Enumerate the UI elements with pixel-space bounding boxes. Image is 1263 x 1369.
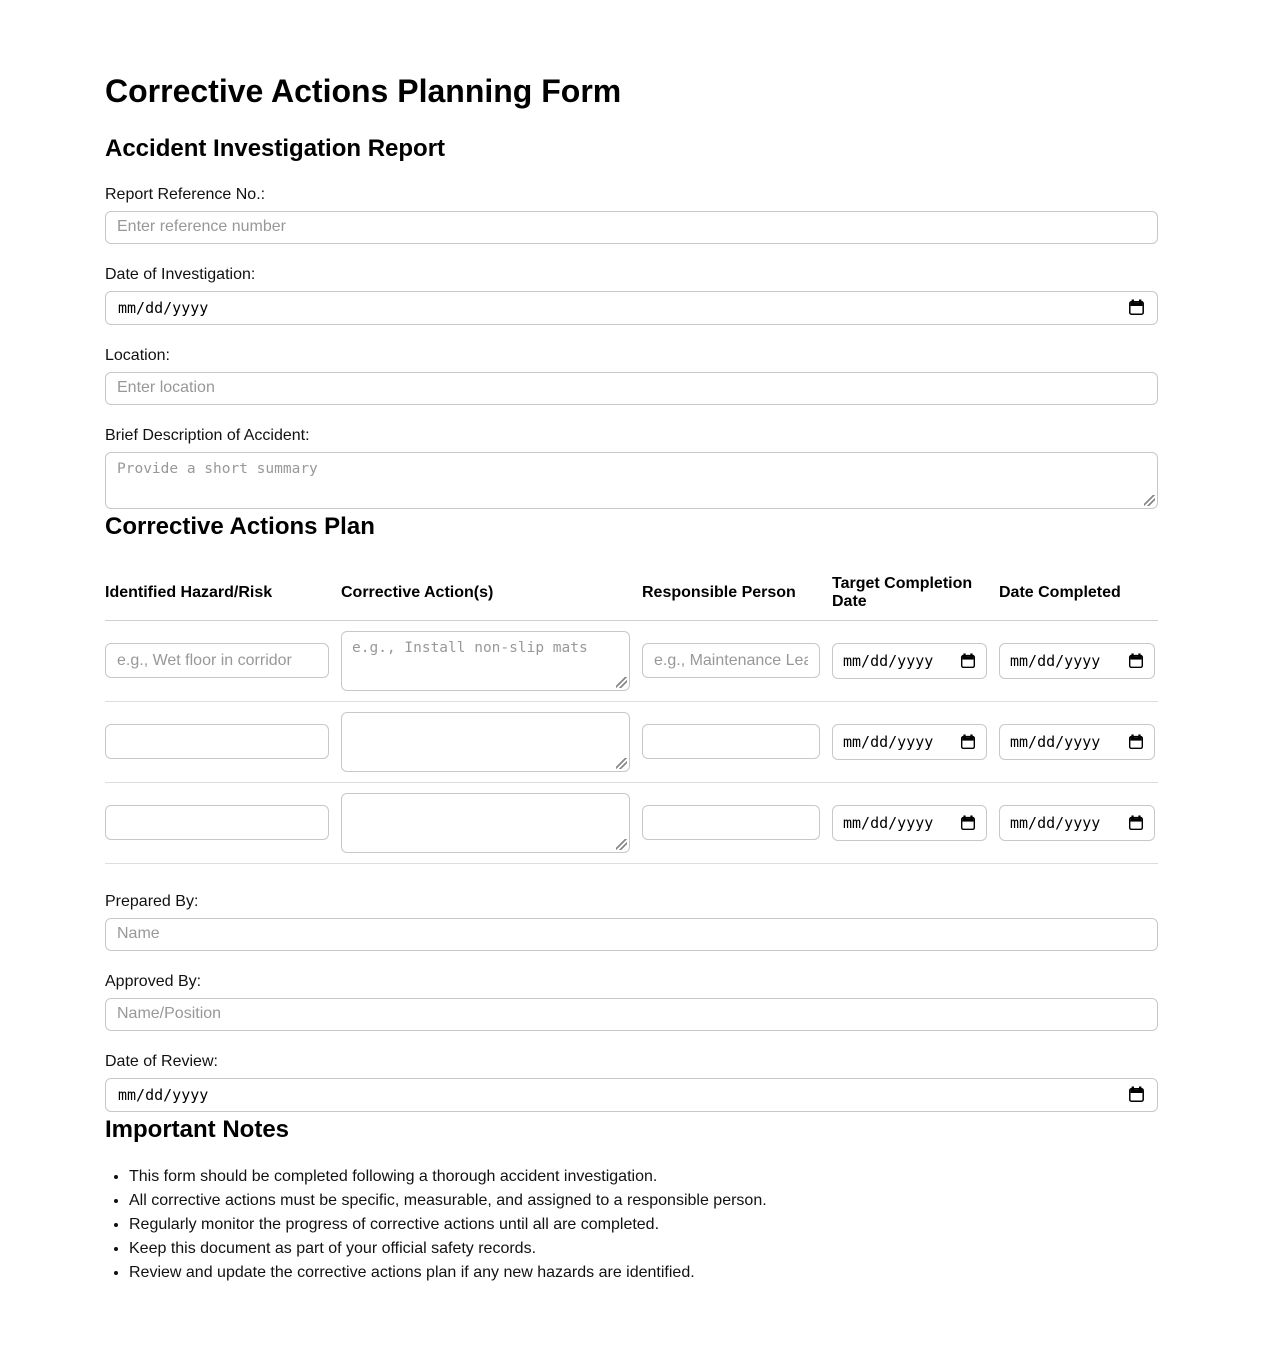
prepared-by-input[interactable]: [105, 918, 1158, 951]
plan-row-3: [105, 783, 1158, 864]
calendar-icon[interactable]: [1128, 653, 1144, 669]
calendar-icon[interactable]: [960, 653, 976, 669]
hazard-input-1[interactable]: [105, 643, 329, 678]
col-header-date-completed: Date Completed: [999, 583, 1121, 601]
calendar-icon[interactable]: [1128, 1086, 1145, 1103]
investigation-date-group: [105, 265, 1158, 325]
plan-heading: Corrective Actions Plan: [105, 512, 375, 540]
target-date-input-3[interactable]: [832, 805, 987, 841]
hazard-input-3[interactable]: [105, 805, 329, 840]
calendar-icon[interactable]: [960, 815, 976, 831]
investigation-heading: Accident Investigation Report: [105, 135, 446, 163]
investigation-date-input[interactable]: [105, 291, 1158, 325]
report-ref-label: Report Reference No.:: [105, 185, 266, 203]
date-placeholder-text: mm/dd/yyyy: [1010, 732, 1101, 751]
description-textarea[interactable]: [105, 452, 1158, 509]
col-header-action: Corrective Action(s): [341, 583, 494, 601]
corrective-actions-form: [105, 0, 1158, 1369]
note-item: • Review and update the corrective actions plan if any new hazards are identified.: [129, 1261, 1158, 1285]
plan-header-row: [105, 562, 1158, 621]
plan-row-1: [105, 621, 1158, 702]
description-group: [105, 426, 1158, 509]
location-group: [105, 346, 1158, 405]
date-placeholder-text: mm/dd/yyyy: [1010, 813, 1101, 832]
completed-date-input-2[interactable]: [999, 724, 1155, 760]
date-placeholder-text: mm/dd/yyyy: [843, 813, 934, 832]
action-textarea-3[interactable]: [341, 793, 630, 853]
prepared-by-group: [105, 892, 1158, 951]
completed-date-input-3[interactable]: [999, 805, 1155, 841]
description-label: Brief Description of Accident:: [105, 426, 310, 444]
col-header-hazard: Identified Hazard/Risk: [105, 583, 273, 601]
hazard-input-2[interactable]: [105, 724, 329, 759]
review-date-input[interactable]: [105, 1078, 1158, 1112]
notes-heading: Important Notes: [105, 1115, 290, 1143]
calendar-icon[interactable]: [1128, 815, 1144, 831]
date-placeholder-text: mm/dd/yyyy: [118, 298, 209, 317]
notes-list: [105, 1165, 1158, 1285]
calendar-icon[interactable]: [960, 734, 976, 750]
prepared-by-label: Prepared By:: [105, 892, 199, 910]
target-date-input-1[interactable]: [832, 643, 987, 679]
note-item: • Regularly monitor the progress of corrective actions until all are completed.: [129, 1213, 1158, 1237]
approved-by-group: [105, 972, 1158, 1031]
calendar-icon[interactable]: [1128, 299, 1145, 316]
action-textarea-2[interactable]: [341, 712, 630, 772]
col-header-person: Responsible Person: [642, 583, 796, 601]
location-label: Location:: [105, 346, 170, 364]
plan-table: [105, 562, 1158, 864]
approved-by-input[interactable]: [105, 998, 1158, 1031]
date-placeholder-text: mm/dd/yyyy: [843, 732, 934, 751]
report-ref-group: [105, 185, 1158, 244]
note-item: • Keep this document as part of your official safety records.: [129, 1237, 1158, 1261]
page-title: Corrective Actions Planning Form: [105, 73, 622, 109]
investigation-date-label: Date of Investigation:: [105, 265, 256, 283]
completed-date-input-1[interactable]: [999, 643, 1155, 679]
person-input-3[interactable]: [642, 805, 820, 840]
person-input-1[interactable]: [642, 643, 820, 678]
review-date-group: [105, 1052, 1158, 1112]
person-input-2[interactable]: [642, 724, 820, 759]
date-placeholder-text: mm/dd/yyyy: [843, 651, 934, 670]
report-ref-input[interactable]: [105, 211, 1158, 244]
calendar-icon[interactable]: [1128, 734, 1144, 750]
target-date-input-2[interactable]: [832, 724, 987, 760]
location-input[interactable]: [105, 372, 1158, 405]
date-placeholder-text: mm/dd/yyyy: [118, 1085, 209, 1104]
col-header-target-date: Target Completion Date: [832, 574, 973, 610]
note-item: • This form should be completed following a thorough accident investigation.: [129, 1165, 1158, 1189]
review-date-label: Date of Review:: [105, 1052, 218, 1070]
approved-by-label: Approved By:: [105, 972, 202, 990]
note-item: • All corrective actions must be specific, measurable, and assigned to a responsible person.: [129, 1189, 1158, 1213]
date-placeholder-text: mm/dd/yyyy: [1010, 651, 1101, 670]
plan-row-2: [105, 702, 1158, 783]
action-textarea-1[interactable]: [341, 631, 630, 691]
